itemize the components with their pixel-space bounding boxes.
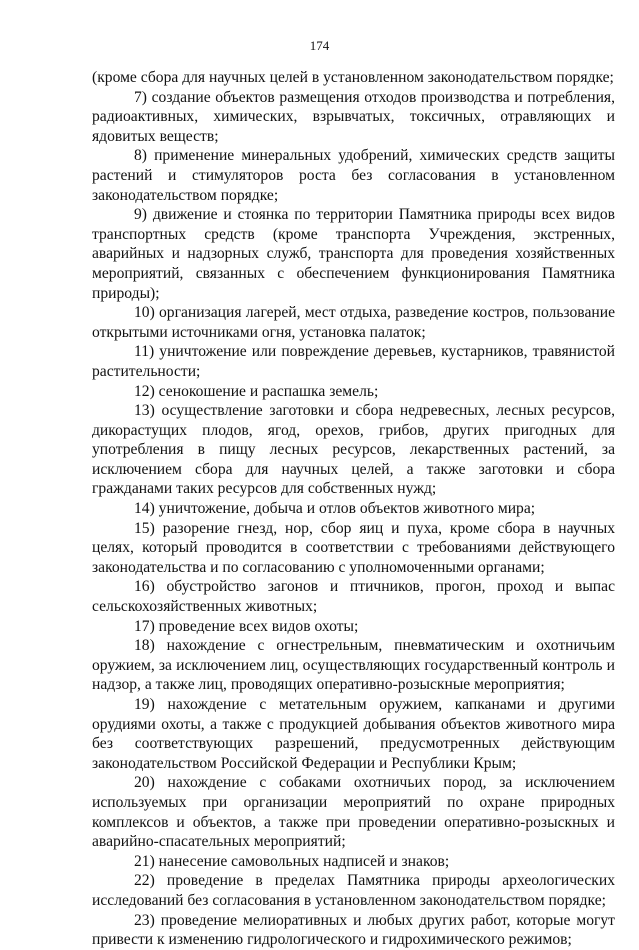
page-number: 174 (309, 38, 330, 53)
paragraph-item-14: 14) уничтожение, добыча и отлов объектов животного мира; (134, 500, 536, 518)
paragraph-item-10: 10) организация лагерей, мест отдыха, разведение костров, пользование открытыми источниками огня, установка палаток; (92, 304, 615, 341)
paragraph-item-20: 20) нахождение с собаками охотничьих пород, за исключением используемых при организации мероприятий по охране природных комплексов и объектов, а также при проведении оперативно-розыскных и аварийно-спасательных мероприятий; (92, 774, 615, 851)
paragraph-continuation: (кроме сбора для научных целей в установленном законодательством порядке; (92, 69, 614, 86)
paragraph-item-16: 16) обустройство загонов и птичников, прогон, проход и выпас сельскохозяйственных животных; (92, 578, 615, 616)
paragraph-item-12: 12) сенокошение и распашка земель; (134, 382, 379, 400)
paragraph-item-15: 15) разорение гнезд, нор, сбор яиц и пуха, кроме сбора в научных целях, который проводится в соответствии с требованиями действующего законодательства и по согласованию с уполномоченными органами; (92, 519, 615, 576)
paragraph-item-8: 8) применение минеральных удобрений, химических средств защиты растений и стимуляторов роста без согласования в установленном законодательством порядке; (92, 147, 615, 204)
paragraph-item-11: 11) уничтожение или повреждение деревьев, кустарников, травянистой растительности; (92, 343, 615, 380)
paragraph-item-17: 17) проведение всех видов охоты; (134, 617, 359, 635)
paragraph-item-9: 9) движение и стоянка по территории Памятника природы всех видов транспортных средств (кроме транспорта Учреждения, экстренных, аварийных и надзорных служб, транспорта для проведения хозяйственных мероприятий, связанных с обеспечением функционирования Памятника природы); (92, 206, 615, 302)
document-body (92, 68, 615, 950)
paragraph-item-22: 22) проведение в пределах Памятника природы археологических исследований без согласования в установленном законодательством порядке; (92, 872, 615, 909)
paragraph-item-19: 19) нахождение с метательным оружием, капканами и другими орудиями охоты, а также с продукцией добывания объектов животного мира без соответствующих разрешений, предусмотренных действующим законодательством Российской Федерации и Республики Крым; (92, 696, 615, 772)
paragraph-item-21: 21) нанесение самовольных надписей и знаков; (134, 852, 450, 870)
paragraph-item-23: 23) проведение мелиоративных и любых других работ, которые могут привести к изменению гидрологического и гидрохимического режимов; (92, 911, 615, 949)
paragraph-item-18: 18) нахождение с огнестрельным, пневматическим и охотничьим оружием, за исключением лиц, осуществляющих государственный контроль и надзор, а также лиц, проводящих оперативно-розыскные мероприятия; (92, 637, 615, 694)
paragraph-item-13: 13) осуществление заготовки и сбора недревесных, лесных ресурсов, дикорастущих плодов, ягод, орехов, грибов, других пригодных для употребления в пищу лесных ресурсов, лекарственных растений, за исключением сбора для научных целей, а также заготовки и сбора гражданами таких ресурсов для собственных нужд; (92, 402, 615, 498)
paragraph-item-7: 7) создание объектов размещения отходов производства и потребления, радиоактивных, химических, взрывчатых, токсичных, отравляющих и ядовитых веществ; (92, 88, 615, 145)
